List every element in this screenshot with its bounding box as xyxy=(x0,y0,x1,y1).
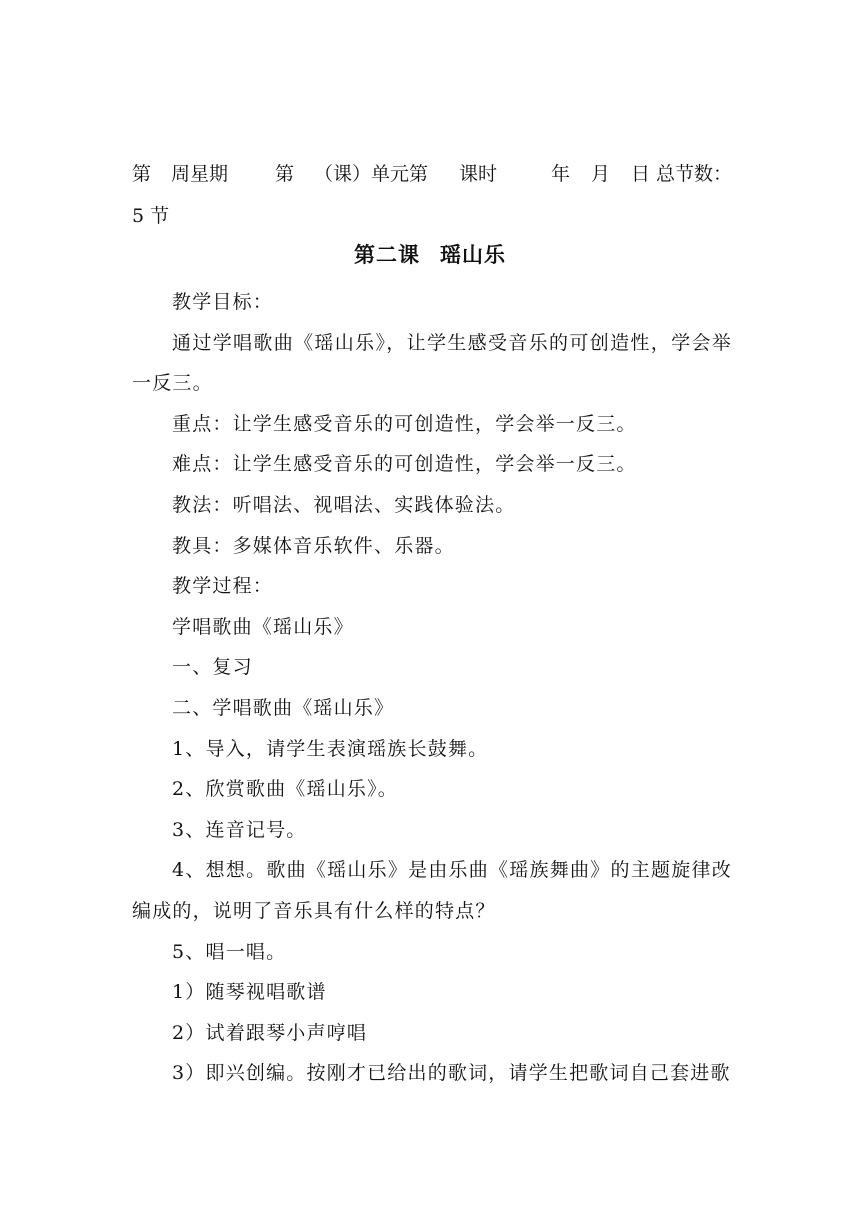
paragraph-step-2: 2、欣赏歌曲《瑶山乐》。 xyxy=(172,778,398,801)
header-field-month-label: 月 xyxy=(591,163,611,185)
header-field-period-label: 课时 xyxy=(459,163,498,185)
paragraph-learn-song: 二、学唱歌曲《瑶山乐》 xyxy=(172,696,395,719)
header-field-week-label: 第 xyxy=(132,163,152,185)
header-field-year-label: 年 xyxy=(551,163,571,185)
paragraph-step-4: 4、想想。歌曲《瑶山乐》是由乐曲《瑶族舞曲》的主题旋律改编成的，说明了音乐具有什么样的特点？ xyxy=(132,859,732,922)
paragraph-process-heading: 教学过程： xyxy=(172,575,274,598)
header-field-unit-prefix: 第 xyxy=(275,163,295,185)
lesson-title xyxy=(0,240,860,270)
paragraph-methods: 教法：听唱法、视唱法、实践体验法。 xyxy=(172,493,516,516)
lesson-title-name: 瑶山乐 xyxy=(440,242,506,267)
paragraph-objectives: 通过学唱歌曲《瑶山乐》，让学生感受音乐的可创造性，学会举一反三。 xyxy=(132,331,732,395)
paragraph-step-3: 3、连音记号。 xyxy=(172,818,307,841)
paragraph-step-5: 5、唱一唱。 xyxy=(172,940,287,963)
lesson-body xyxy=(132,282,732,1094)
paragraph-tools: 教具：多媒体音乐软件、乐器。 xyxy=(172,534,455,557)
paragraph-step-1: 1、导入，请学生表演瑶族长鼓舞。 xyxy=(172,737,489,760)
paragraph-substep-1: 1）随琴视唱歌谱 xyxy=(172,981,327,1004)
header-field-unit-label: （课）单元第 xyxy=(314,163,429,185)
paragraph-song-heading: 学唱歌曲《瑶山乐》 xyxy=(172,615,354,638)
paragraph-difficulty: 难点：让学生感受音乐的可创造性，学会举一反三。 xyxy=(172,453,637,476)
header-field-weekday-label: 周星期 xyxy=(171,163,229,185)
paragraph-substep-3: 3）即兴创编。按刚才已给出的歌词，请学生把歌词自己套进歌 xyxy=(172,1062,731,1085)
header-total-sessions: 5 节 xyxy=(132,205,170,227)
paragraph-objectives-heading: 教学目标： xyxy=(172,291,274,313)
paragraph-substep-2: 2）试着跟琴小声哼唱 xyxy=(172,1021,368,1044)
header-field-day-total-label: 日 总节数： xyxy=(631,163,733,185)
paragraph-review: 一、复习 xyxy=(172,656,253,679)
paragraph-key-point: 重点：让学生感受音乐的可创造性，学会举一反三。 xyxy=(172,412,637,435)
lesson-title-number: 第二课 xyxy=(354,242,420,267)
